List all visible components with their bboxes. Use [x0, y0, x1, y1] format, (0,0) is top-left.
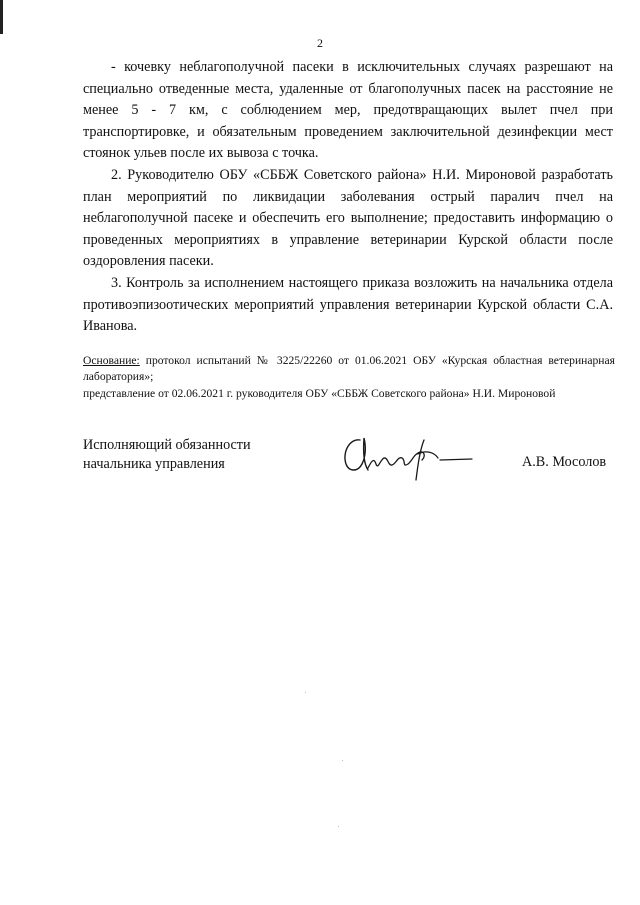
scan-speck	[305, 692, 306, 693]
paragraph-nomadic-apiary: - кочевку неблагополучной пасеки в исключительных случаях разрешают на специально отведенные места, удаленные от благополучных пасек на расстояние не менее 5 - 7 км, с соблюдением мер, предотвращающих вылет пчел при транспортировке, и обязательным проведением заключительной дезинфекции мест стоянок ульев после их вывоза с точка.	[83, 59, 613, 162]
basis-line-1	[83, 353, 615, 386]
basis-section	[83, 353, 615, 402]
basis-line-2: представление от 02.06.2021 г. руководителя ОБУ «СББЖ Советского района» Н.И. Мироновой	[83, 386, 556, 400]
scan-speck	[342, 760, 343, 761]
signatory-name: А.В. Мосолов	[522, 454, 607, 470]
signatory-title-line-1: Исполняющий обязанности	[83, 437, 251, 453]
signatory-title-line-2: начальника управления	[83, 456, 225, 472]
paragraph-item-3: 3. Контроль за исполнением настоящего приказа возложить на начальника отдела противоэпизоотических мероприятий управления ветеринарии Курской области С.А. Иванова.	[83, 274, 613, 335]
page-number: 2	[317, 36, 323, 50]
basis-label: Основание:	[83, 354, 140, 367]
scan-speck	[338, 826, 339, 827]
paragraph-item-2: 2. Руководителю ОБУ «СББЖ Советского района» Н.И. Мироновой разработать план мероприятий по ликвидации заболевания острый паралич пчел на неблагополучной пасеке и обеспечить его выполнение; предоставить информацию о проведенных мероприятиях в управление ветеринарии Курской области после оздоровления пасеки.	[83, 166, 613, 270]
document-body	[83, 57, 613, 338]
scan-edge-mark	[0, 0, 3, 34]
handwritten-signature	[338, 430, 478, 486]
signatory-title	[83, 436, 251, 474]
basis-protocol: протокол испытаний № 3225/22260 от 01.06.2021 ОБУ «Курская областная ветеринарная лаборатория»;	[83, 354, 615, 384]
